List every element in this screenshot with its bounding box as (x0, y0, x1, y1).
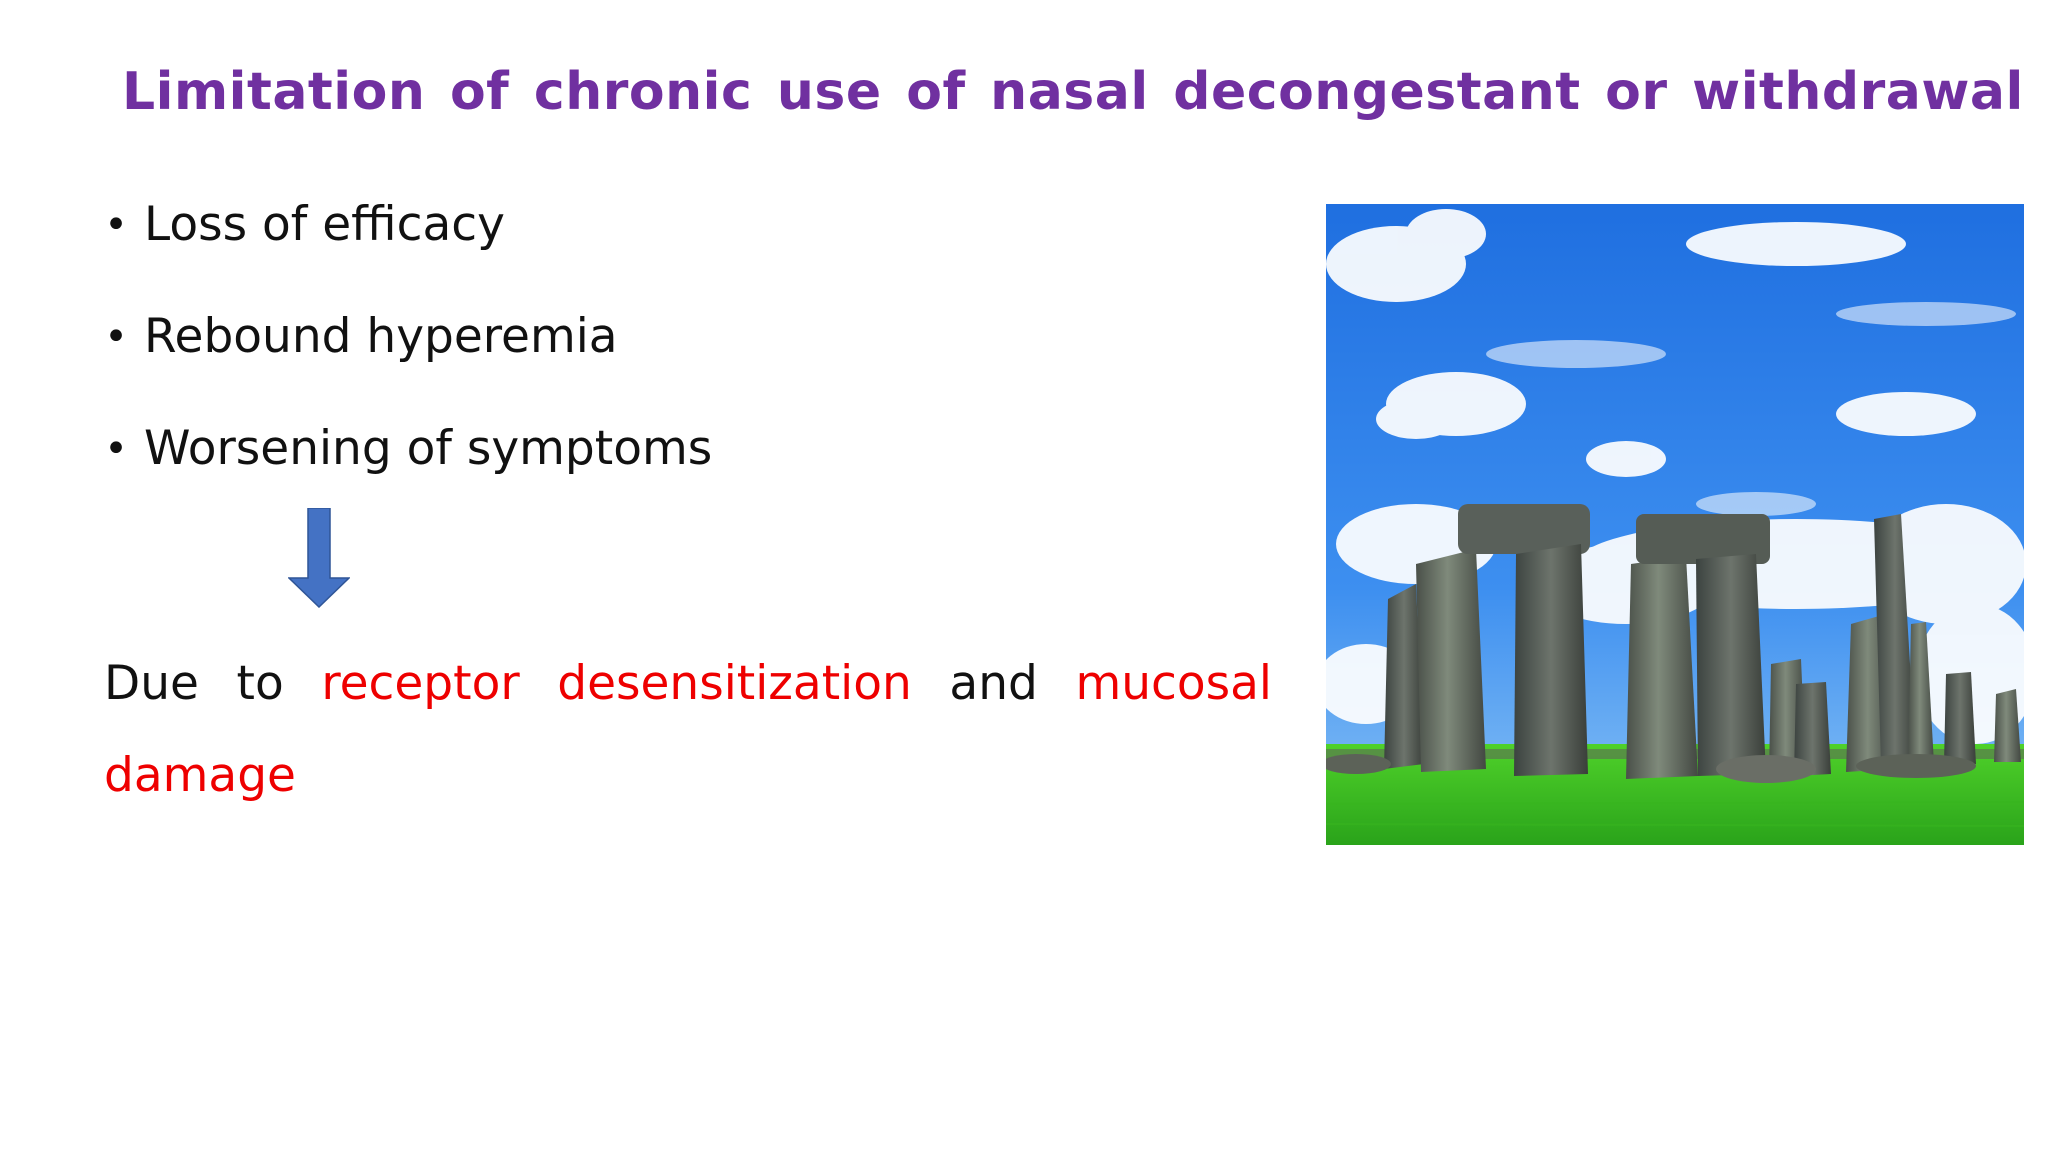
bullet-list (104, 190, 712, 526)
bullet-text: Loss of efficacy (144, 197, 505, 252)
stonehenge-photo (1326, 204, 2024, 845)
emphasis-damage: damage (104, 748, 296, 803)
bullet-marker: • (104, 314, 128, 360)
bullet-text: Rebound hyperemia (144, 309, 618, 364)
down-arrow-icon (288, 508, 350, 608)
emphasis-mucosal: mucosal (1075, 656, 1272, 711)
bullet-marker: • (104, 202, 128, 248)
bullet-item-loss-of-efficacy (104, 190, 712, 302)
emphasis-desensitization: desensitization (557, 656, 912, 711)
bullet-item-rebound-hyperemia (104, 302, 712, 414)
word-due: Due (104, 656, 199, 711)
bullet-marker: • (104, 426, 128, 472)
bullet-text: Worsening of symptoms (144, 421, 713, 476)
emphasis-receptor: receptor (321, 656, 520, 711)
slide-title: Limitation of chronic use of nasal decongestant or withdrawal (122, 62, 2024, 122)
word-to: to (236, 656, 284, 711)
word-and: and (949, 656, 1038, 711)
bullet-item-worsening-of-symptoms (104, 414, 712, 526)
conclusion-text (104, 638, 1272, 822)
